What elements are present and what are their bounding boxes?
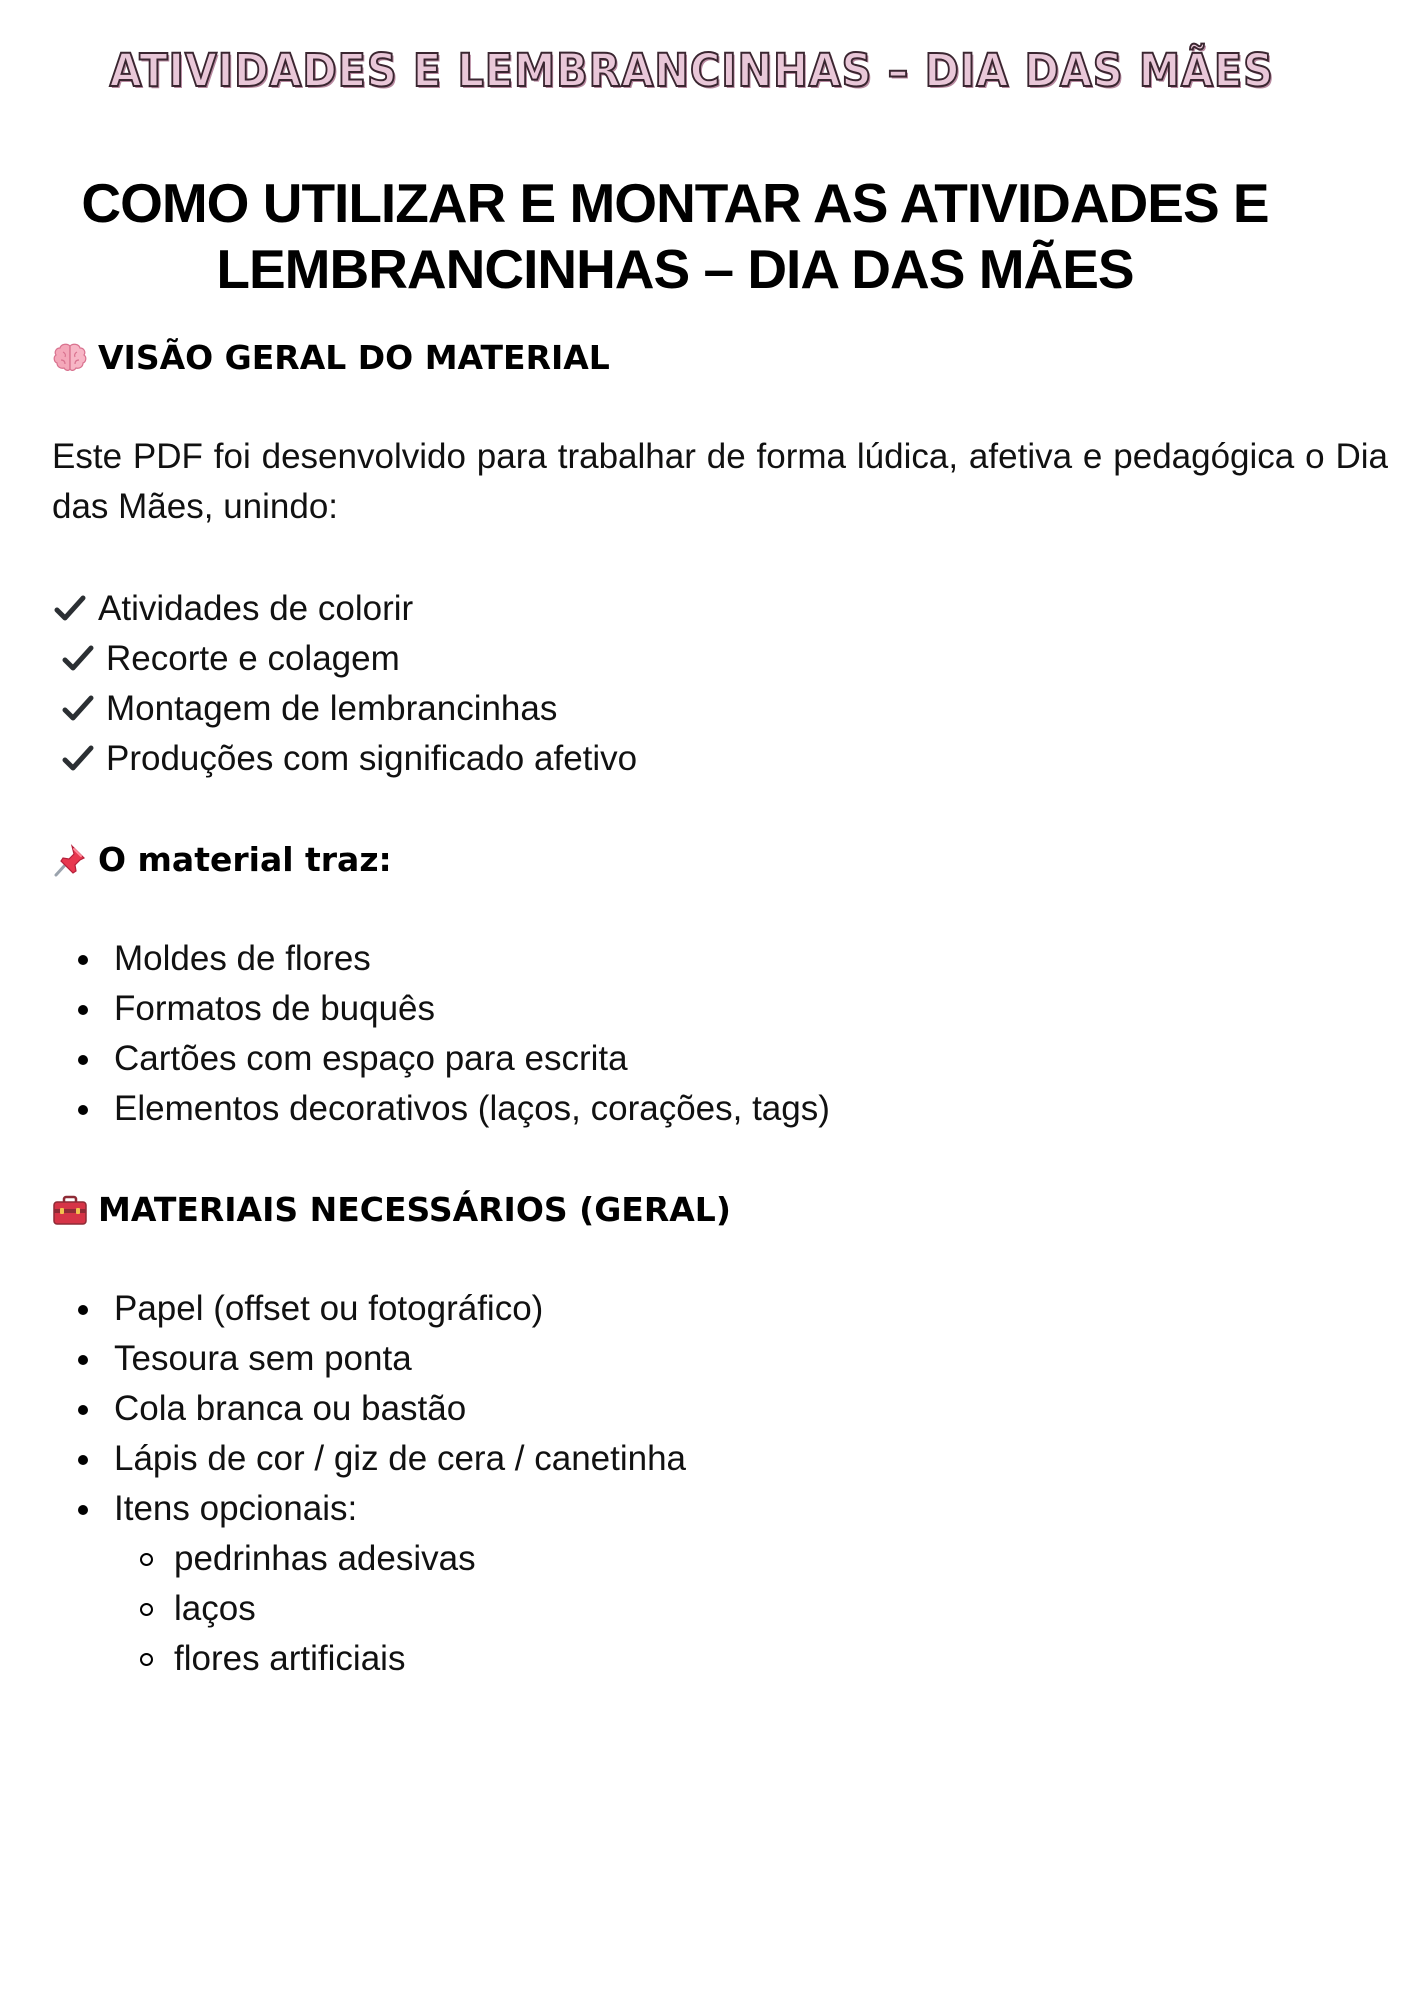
list-item: Cola branca ou bastão xyxy=(78,1384,686,1434)
contents-heading-text: O material traz: xyxy=(98,840,392,879)
brain-icon xyxy=(52,340,88,376)
list-item: Itens opcionais: xyxy=(78,1484,686,1534)
optional-items-wrapper xyxy=(78,1534,686,1684)
checklist-item xyxy=(52,734,637,784)
checklist-item xyxy=(52,584,637,634)
decorative-header-text: ATIVIDADES E LEMBRANCINHAS – DIA DAS MÃES xyxy=(109,44,1275,97)
materials-list xyxy=(78,1284,686,1684)
intro-paragraph: Este PDF foi desenvolvido para trabalhar de forma lúdica, afetiva e pedagógica o Dia das Mães, unindo: xyxy=(52,437,1388,526)
checklist-item xyxy=(52,634,637,684)
list-item: Tesoura sem ponta xyxy=(78,1334,686,1384)
materials-heading xyxy=(52,1190,731,1230)
feature-checklist xyxy=(52,584,637,784)
page-title xyxy=(0,170,1350,302)
checkmark-icon xyxy=(60,691,96,727)
overview-heading xyxy=(52,338,610,378)
list-item: Cartões com espaço para escrita xyxy=(78,1034,830,1084)
checkmark-icon xyxy=(60,641,96,677)
checkmark-icon xyxy=(60,741,96,777)
list-item: Elementos decorativos (laços, corações, tags) xyxy=(78,1084,830,1134)
sub-list-item: flores artificiais xyxy=(78,1634,686,1684)
sub-list-item: laços xyxy=(78,1584,686,1634)
checkmark-icon xyxy=(52,591,88,627)
contents-heading xyxy=(52,840,392,880)
decorative-header xyxy=(0,44,1414,97)
list-item: Formatos de buquês xyxy=(78,984,830,1034)
sub-list-item: pedrinhas adesivas xyxy=(78,1534,686,1584)
page-title-line-2: LEMBRANCINHAS – DIA DAS MÃES xyxy=(216,238,1134,300)
materials-heading-text: MATERIAIS NECESSÁRIOS (GERAL) xyxy=(98,1190,731,1229)
list-item: Moldes de flores xyxy=(78,934,830,984)
checklist-item xyxy=(52,684,637,734)
toolbox-icon xyxy=(52,1192,88,1228)
checklist-item-label: Atividades de colorir xyxy=(98,589,414,628)
checklist-item-label: Produções com significado afetivo xyxy=(106,739,638,778)
pushpin-icon xyxy=(52,842,88,878)
checklist-item-label: Recorte e colagem xyxy=(106,639,400,678)
overview-heading-text: VISÃO GERAL DO MATERIAL xyxy=(98,338,610,377)
list-item: Lápis de cor / giz de cera / canetinha xyxy=(78,1434,686,1484)
contents-list xyxy=(78,934,830,1134)
checklist-item-label: Montagem de lembrancinhas xyxy=(106,689,558,728)
page-title-line-1: COMO UTILIZAR E MONTAR AS ATIVIDADES E xyxy=(81,172,1269,234)
optional-items-list xyxy=(78,1534,686,1684)
list-item: Papel (offset ou fotográfico) xyxy=(78,1284,686,1334)
